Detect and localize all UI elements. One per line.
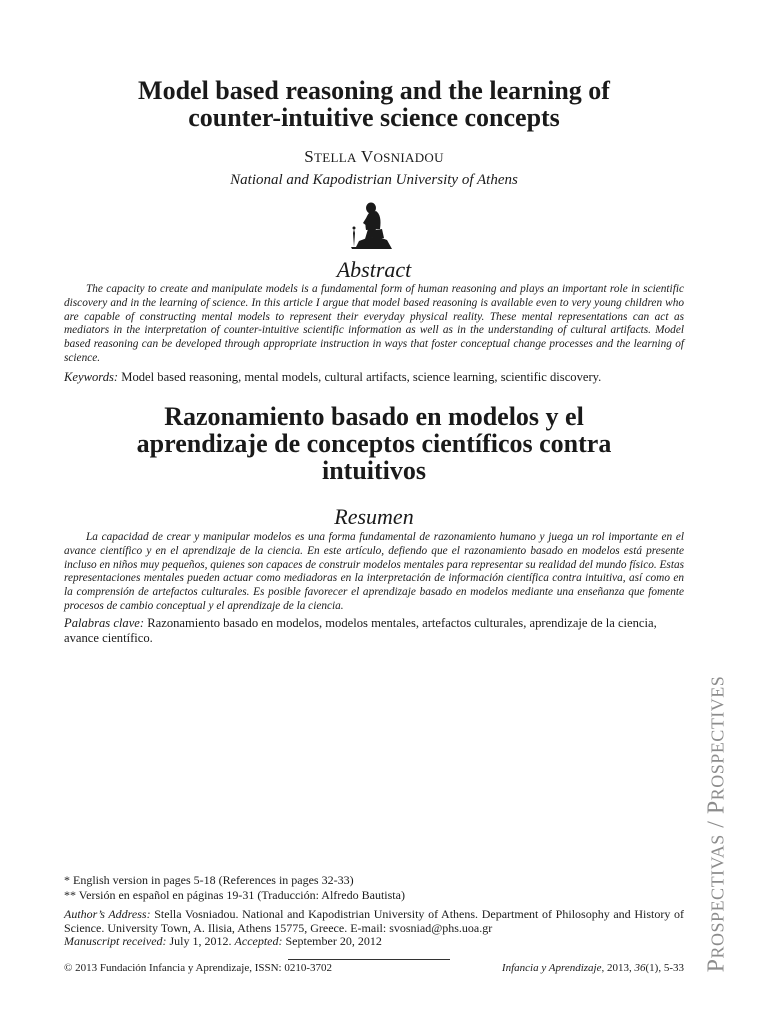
footer-volume: 36 <box>634 962 646 974</box>
note-english-version: * English version in pages 5-18 (References in pages 32-33) <box>64 873 354 887</box>
keywords-en <box>64 370 684 385</box>
footer-year: 2013, <box>607 962 632 974</box>
footer-citation <box>470 962 684 974</box>
author-last-rest: OSNIADOU <box>373 150 444 165</box>
title-en-line-2: counter-intuitive science concepts <box>188 103 560 132</box>
author-initial-last: V <box>360 147 374 166</box>
note-spanish-version: ** Versión en español en páginas 19-31 (Traducción: Alfredo Bautista) <box>64 887 405 902</box>
paper-title-es <box>60 403 688 484</box>
author-first-rest: TELLA <box>313 150 357 165</box>
sidebar-label <box>704 676 731 973</box>
sidebar-initial-es: P <box>703 958 730 973</box>
author-name <box>60 147 688 167</box>
footer-copyright: © 2013 Fundación Infancia y Aprendizaje, ISSN: 0210-3702 <box>64 962 333 974</box>
accepted-label: Accepted: <box>234 934 283 948</box>
author-address-block <box>64 908 684 949</box>
author-affiliation: National and Kapodistrian University of Athens <box>230 172 518 188</box>
section-sidebar <box>700 672 734 976</box>
title-es-line-3: intuitivos <box>321 456 427 485</box>
received-label: Manuscript received: <box>64 934 167 948</box>
resumen-body: La capacidad de crear y manipular modelos es una forma fundamental de razonamiento humano y juega un rol importante en el avance científico y en el aprendizaje de la ciencia. En este artículo, defiendo que el razonamiento basado en modelos está presente incluso en niños muy pequeños, quienes son capaces de construir modelos mentales para representar su realidad del mundo físico. Estas representaciones mentales pueden actuar como mediadoras en la interpretación de información científica contra intuitiva, así como en la comprensión de artefactos culturales. Es posible favorecer el aprendizaje basado en modelos mediante una enseñanza que fomente procesos de cambio conceptual y el aprendizaje de la ciencia. <box>64 531 684 612</box>
palabras-clave-label: Palabras clave: <box>64 616 145 630</box>
received-date: July 1, 2012. <box>169 934 232 948</box>
paper-title-en <box>60 77 688 131</box>
keywords-es <box>64 616 684 646</box>
accepted-date: September 20, 2012 <box>285 934 382 948</box>
keywords-list: Model based reasoning, mental models, cultural artifacts, science learning, scientific discovery. <box>121 370 602 384</box>
palabras-clave-list: Razonamiento basado en modelos, modelos mentales, artefactos culturales, aprendizaje de la ciencia, avance científico. <box>64 616 657 645</box>
sidebar-rest-es: ROSPECTIVAS <box>707 834 728 959</box>
abstract-heading: Abstract <box>336 257 412 282</box>
version-notes <box>64 873 684 902</box>
manuscript-dates <box>64 935 684 949</box>
sidebar-initial-en: P <box>703 800 730 815</box>
sidebar-rest-en: ROSPECTIVES <box>707 675 728 801</box>
abstract-body: The capacity to create and manipulate models is a fundamental form of human reasoning and plays an important role in scientific discovery and in the learning of science. In this article I argue that model based reasoning is available even to very young children who are capable of constructing mental models to represent their everyday physical reality. These mental representations can act as mediators in the interpretation of counter-intuitive scientific information as well as in the understanding of cultural artifacts. Model based reasoning can be developed through appropriate instruction in ways that foster conceptual change processes and the learning of science. <box>64 283 684 364</box>
sidebar-separator: / <box>703 814 730 835</box>
title-en-line-1: Model based reasoning and the learning of <box>138 76 610 105</box>
footer-pages: (1), 5-33 <box>645 962 684 974</box>
footer-journal: Infancia y Aprendizaje, <box>501 962 605 974</box>
title-es-line-2: aprendizaje de conceptos científicos contra <box>136 429 612 458</box>
address-text: Stella Vosniadou. National and Kapodistrian University of Athens. Department of Philosophy and History of Science. University Town, A. Ilisia, Athens 15775, Greece. E-mail: svosniad@phs.uoa.gr <box>64 907 685 935</box>
thinker-silhouette-icon <box>345 199 399 251</box>
resumen-heading: Resumen <box>334 504 414 529</box>
author-initial-first: S <box>304 147 314 166</box>
footer-divider <box>288 959 450 960</box>
author-address <box>64 908 684 935</box>
address-label: Author’s Address: <box>64 907 151 921</box>
title-es-line-1: Razonamiento basado en modelos y el <box>164 402 584 431</box>
keywords-label: Keywords: <box>64 370 119 384</box>
